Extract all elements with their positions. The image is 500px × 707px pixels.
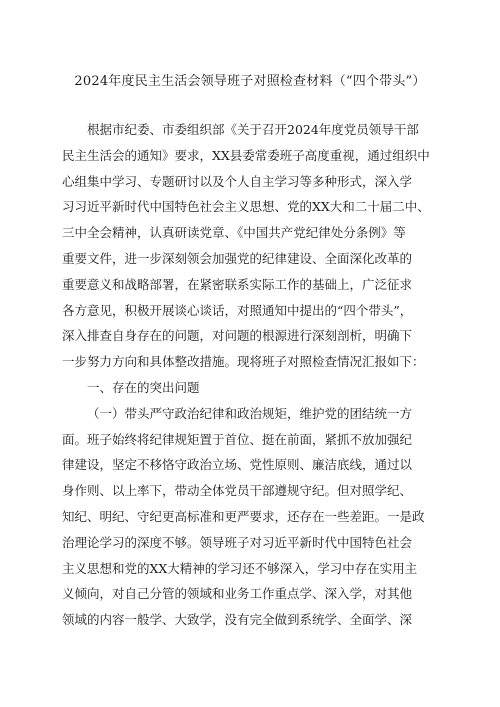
document-title: 2024年度民主生活会领导班子对照检查材料（“四个带头”） bbox=[74, 74, 426, 89]
text-line: （一）带头严守政治纪律和政治规矩，维护党的团结统一方 bbox=[87, 405, 413, 421]
text-line: 深入排查自身存在的问题，对问题的根源进行深刻剖析，明确下 bbox=[62, 328, 413, 344]
text-line: 主义思想和党的XX大精神的学习还不够深入，学习中存在实用主 bbox=[62, 560, 418, 576]
section-heading bbox=[62, 375, 440, 401]
heading-line: 一、存在的突出问题 bbox=[87, 379, 200, 395]
text-line: 身作则、以上率下，带动全体党员干部遵规守纪。但对照学纪、 bbox=[62, 483, 413, 499]
text-line: 领域的内容一般学、大致学，没有完全做到系统学、全面学、深 bbox=[62, 612, 413, 628]
document-body bbox=[62, 117, 440, 633]
text-line: 治理论学习的深度不够。领导班子对习近平新时代中国特色社会 bbox=[62, 534, 413, 550]
text-line: 重要文件，进一步深刻领会加强党的纪律建设、全面深化改革的 bbox=[62, 250, 413, 266]
text-line: 三中全会精神，认真研读党章、《中国共产党纪律处分条例》等 bbox=[62, 225, 406, 241]
text-line: 心组集中学习、专题研讨以及个人自主学习等多种形式，深入学 bbox=[62, 173, 413, 189]
paragraph-intro bbox=[62, 117, 440, 375]
text-line: 各方意见，积极开展谈心谈话，对照通知中提出的“四个带头”， bbox=[62, 302, 413, 318]
text-line: 民主生活会的通知》要求，XX县委常委班子高度重视，通过组织中 bbox=[62, 147, 430, 163]
text-line: 律建设，坚定不移恪守政治立场、党性原则、廉洁底线，通过以 bbox=[62, 457, 413, 473]
text-line: 重要意义和战略部署，在紧密联系实际工作的基础上，广泛征求 bbox=[62, 276, 413, 292]
text-line: 根据市纪委、市委组织部《关于召开2024年度党员领导干部 bbox=[87, 122, 419, 137]
text-line: 面。班子始终将纪律规矩置于首位、挺在前面，紧抓不放加强纪 bbox=[62, 431, 413, 447]
text-line: 习习近平新时代中国特色社会主义思想、党的XX大和二十届二中、 bbox=[62, 199, 430, 215]
text-line: 义倾向，对自己分管的领域和业务工作重点学、深入学，对其他 bbox=[62, 586, 413, 602]
text-line: 知纪、明纪、守纪更高标准和更严要求，还存在一些差距。一是政 bbox=[62, 508, 425, 524]
paragraph-section-one bbox=[62, 401, 440, 633]
text-line: 一步努力方向和具体整改措施。现将班子对照检查情况汇报如下： bbox=[62, 354, 425, 370]
